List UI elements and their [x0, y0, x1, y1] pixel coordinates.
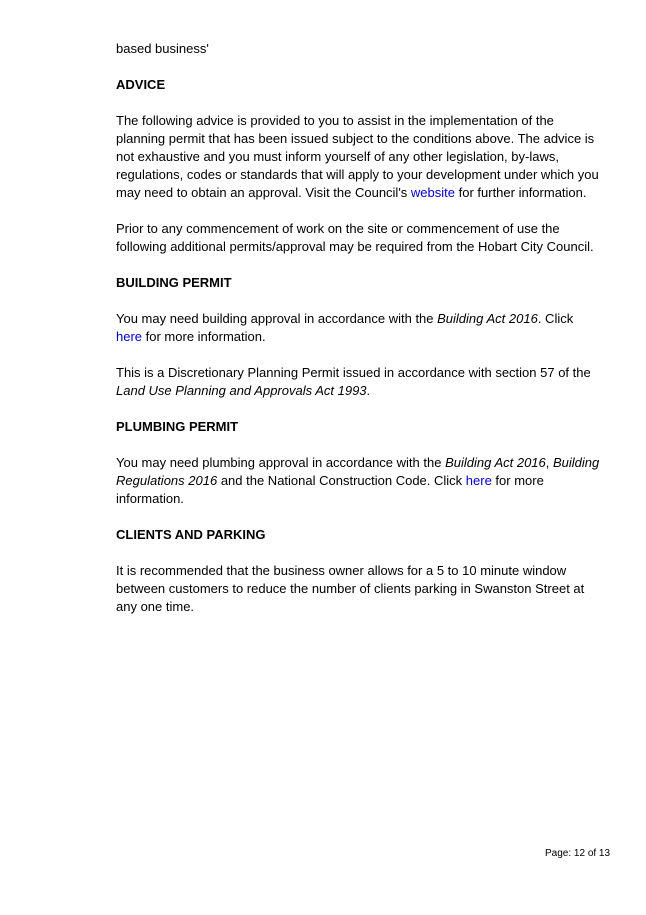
plumbing-sep: ,	[545, 455, 553, 470]
page-number: Page: 12 of 13	[545, 848, 611, 859]
building-para2-end: .	[366, 383, 371, 398]
plumbing-para1-text: You may need plumbing approval in accordance with the	[116, 455, 446, 470]
advice-para1-text: The following advice is provided to you to assist in the implementation of the planning permit that has been issued subject to the conditions above. The advice is not exhaustive and you must inform yourself of any other legislation, by-laws, regulations, codes or standards that will apply to your development under which you may need to obtain an approval. Visit the Council's	[116, 113, 599, 200]
building-permit-paragraph-1	[116, 310, 606, 346]
advice-paragraph-2: Prior to any commencement of work on the site or commencement of use the following additional permits/approval may be required from the Hobart City Council.	[116, 221, 594, 254]
continuation-text: based business'	[116, 41, 209, 56]
clients-parking-heading: CLIENTS AND PARKING	[116, 527, 266, 542]
building-act-title: Building Act 2016	[437, 311, 538, 326]
plumbing-para1-click: and the National Construction Code. Click	[217, 473, 466, 488]
advice-para1-end: for further information.	[455, 185, 587, 200]
lupaa-act-title: Land Use Planning and Approvals Act 1993	[116, 383, 367, 398]
plumbing-para1-end: for more information.	[116, 473, 544, 506]
advice-paragraph-1	[116, 112, 606, 202]
advice-heading: ADVICE	[116, 77, 166, 92]
building-para1-text: You may need building approval in accordance with the	[116, 311, 438, 326]
plumbing-permit-heading: PLUMBING PERMIT	[116, 419, 239, 434]
building-here-link[interactable]: here	[116, 329, 143, 344]
building-para1-click: . Click	[537, 311, 574, 326]
building-para2-text: This is a Discretionary Planning Permit issued in accordance with section 57 of the	[116, 365, 591, 380]
building-para1-end: for more information.	[142, 329, 266, 344]
document-body	[116, 40, 606, 616]
plumbing-here-link[interactable]: here	[465, 473, 492, 488]
plumbing-permit-paragraph-1	[116, 454, 606, 508]
building-permit-paragraph-2	[116, 364, 606, 400]
plumbing-building-act-title: Building Act 2016	[445, 455, 546, 470]
website-link[interactable]: website	[410, 185, 455, 200]
clients-parking-paragraph-1: It is recommended that the business owner allows for a 5 to 10 minute window between customers to reduce the number of clients parking in Swanston Street at any one time.	[116, 563, 585, 614]
building-regulations-title: Building Regulations 2016	[116, 455, 600, 488]
building-permit-heading: BUILDING PERMIT	[116, 275, 232, 290]
